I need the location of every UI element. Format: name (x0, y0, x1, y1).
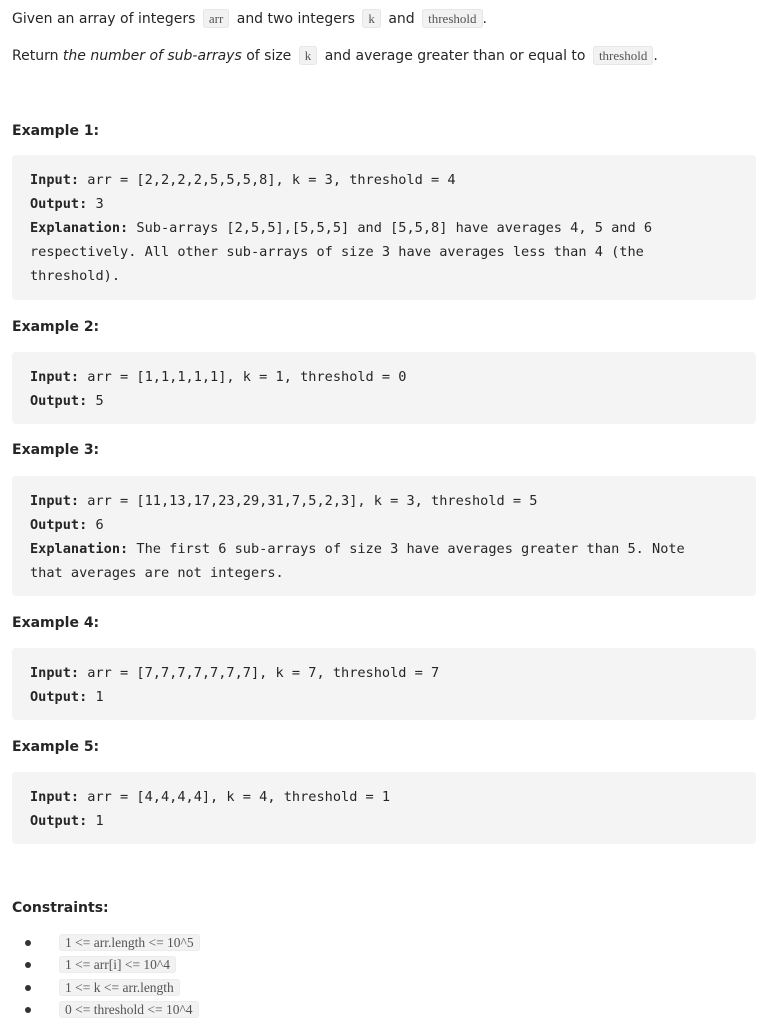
example-explanation-line: threshold). (30, 268, 121, 284)
intro-text: and two integers (236, 11, 355, 27)
constraint-item (42, 999, 200, 1021)
constraint-item (42, 977, 200, 999)
input-label: Input: (30, 789, 80, 805)
example-explanation-text: The first 6 sub-arrays of size 3 have averages greater than 5. Note (136, 541, 685, 557)
example-explanation-line (30, 537, 738, 561)
intro-line-1 (12, 8, 487, 30)
example-2-title: Example 2: (12, 319, 100, 335)
example-output-value: 3 (95, 196, 104, 212)
example-1-block (12, 155, 756, 300)
example-5-block (12, 772, 756, 844)
constraint-code: 1 <= arr[i] <= 10^4 (59, 956, 176, 973)
example-input-line (30, 785, 738, 809)
intro-text: Given an array of integers (12, 11, 196, 27)
example-input-line (30, 489, 738, 513)
intro-line-2 (12, 45, 658, 67)
intro-text: and average greater than or equal to (324, 48, 586, 64)
output-label: Output: (30, 393, 88, 409)
bullet-icon (25, 985, 31, 991)
example-input-value: arr = [7,7,7,7,7,7,7], k = 7, threshold = 7 (87, 665, 440, 681)
example-explanation-line (30, 216, 738, 240)
inline-code-k: k (362, 9, 381, 28)
example-1-title: Example 1: (12, 123, 100, 139)
output-label: Output: (30, 813, 88, 829)
constraint-item (42, 954, 200, 976)
example-output-line (30, 685, 738, 709)
intro-text: of size (246, 48, 292, 64)
example-input-value: arr = [11,13,17,23,29,31,7,5,2,3], k = 3, threshold = 5 (87, 493, 538, 509)
example-2-block (12, 352, 756, 424)
inline-code-threshold: threshold (593, 46, 653, 65)
example-output-line (30, 389, 738, 413)
output-label: Output: (30, 689, 88, 705)
output-label: Output: (30, 517, 88, 533)
example-output-value: 6 (95, 517, 104, 533)
example-3-block (12, 476, 756, 596)
example-output-value: 1 (95, 813, 104, 829)
example-input-value: arr = [4,4,4,4], k = 4, threshold = 1 (87, 789, 391, 805)
example-4-block (12, 648, 756, 720)
inline-code-arr: arr (203, 9, 229, 28)
intro-text: . (653, 48, 658, 64)
bullet-icon (25, 962, 31, 968)
example-input-value: arr = [1,1,1,1,1], k = 1, threshold = 0 (87, 369, 407, 385)
example-3-title: Example 3: (12, 442, 100, 458)
example-explanation-line: respectively. All other sub-arrays of size 3 have averages less than 4 (the (30, 244, 644, 260)
constraint-item (42, 932, 200, 954)
emphasis-text: the number of sub-arrays (62, 48, 242, 64)
example-input-line (30, 168, 738, 192)
input-label: Input: (30, 665, 80, 681)
constraints-list (12, 932, 200, 1021)
example-output-value: 1 (95, 689, 104, 705)
input-label: Input: (30, 369, 80, 385)
example-output-value: 5 (95, 393, 104, 409)
intro-text: Return (12, 48, 59, 64)
example-output-line (30, 192, 738, 216)
example-5-title: Example 5: (12, 739, 100, 755)
explanation-label: Explanation: (30, 220, 129, 236)
intro-text: and (388, 11, 415, 27)
example-4-title: Example 4: (12, 615, 100, 631)
example-input-line (30, 661, 738, 685)
constraints-title: Constraints: (12, 900, 109, 916)
example-input-line (30, 365, 738, 389)
bullet-icon (25, 1007, 31, 1013)
example-input-value: arr = [2,2,2,2,5,5,5,8], k = 3, threshold = 4 (87, 172, 456, 188)
example-output-line (30, 513, 738, 537)
example-output-line (30, 809, 738, 833)
constraint-code: 0 <= threshold <= 10^4 (59, 1001, 199, 1018)
explanation-label: Explanation: (30, 541, 129, 557)
inline-code-k: k (299, 46, 318, 65)
constraint-code: 1 <= k <= arr.length (59, 979, 180, 996)
example-explanation-line: that averages are not integers. (30, 565, 284, 581)
output-label: Output: (30, 196, 88, 212)
inline-code-threshold: threshold (422, 9, 482, 28)
constraint-code: 1 <= arr.length <= 10^5 (59, 934, 200, 951)
intro-text: . (482, 11, 487, 27)
bullet-icon (25, 940, 31, 946)
example-explanation-text: Sub-arrays [2,5,5],[5,5,5] and [5,5,8] have averages 4, 5 and 6 (136, 220, 653, 236)
input-label: Input: (30, 172, 80, 188)
input-label: Input: (30, 493, 80, 509)
